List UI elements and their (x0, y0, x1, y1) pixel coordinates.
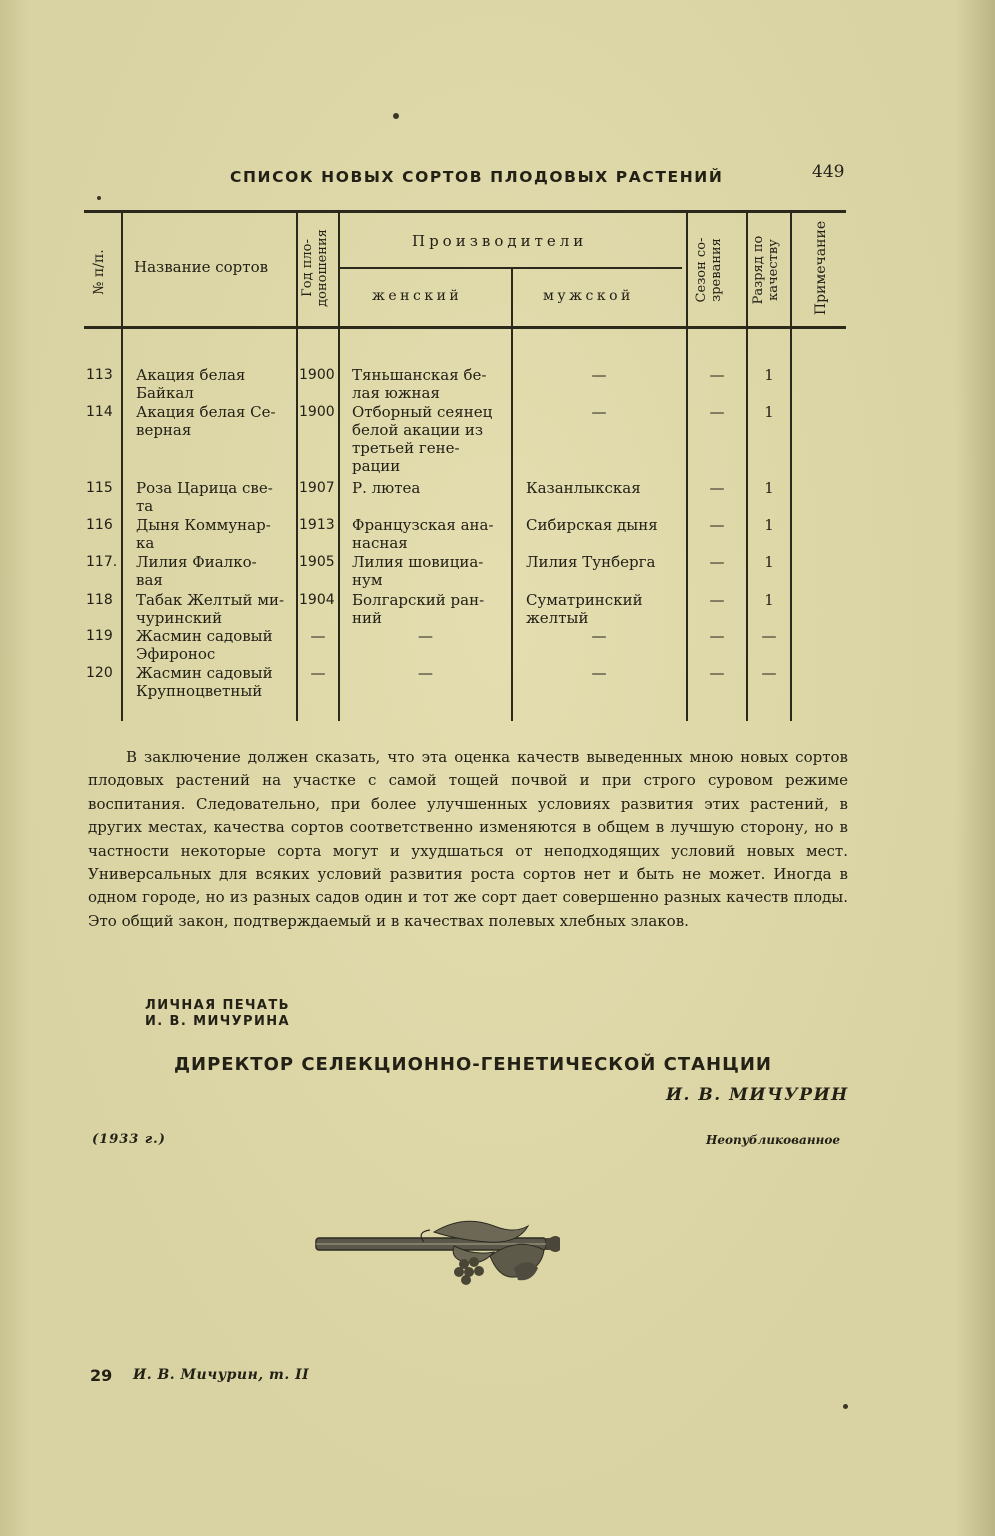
date: (1933 г.) (92, 1132, 166, 1147)
director-title: ДИРЕКТОР СЕЛЕКЦИОННО-ГЕНЕТИЧЕСКОЙ СТАНЦИИ (174, 1054, 772, 1075)
footer-reference: И. В. Мичурин, т. II (133, 1367, 310, 1383)
header-note: Примечание (813, 220, 829, 316)
running-title: СПИСОК НОВЫХ СОРТОВ ПЛОДОВЫХ РАСТЕНИЙ (230, 168, 724, 186)
conclusion-paragraph: В заключение должен сказать, что эта оценка качеств выведенных мною новых сортов плодовых растений на участке с самой тощей почвой и при строго суровом режиме воспитания. Следовательно, при более улучшенных условиях развития этих растений, в других местах, качества сортов соответственно изменяются в общем в лучшую сторону, но в частности некоторые сорта могут и ухудшаться от неподходящих условий новых мест. Универсальных для всяких условий развития роста сортов нет и быть не может. Иногда в одном городе, но из разных садов один и тот же сорт дает совершенно разных качеств плоды. Это общий закон, подтверждаемый и в качествах полевых хлебных злаков. (88, 748, 848, 930)
page-number: 449 (812, 162, 845, 182)
sheet-number: 29 (90, 1366, 113, 1385)
header-season: Сезон со- зревания (694, 237, 724, 303)
signature-name: И. В. МИЧУРИН (666, 1085, 849, 1105)
header-name: Название сортов (134, 258, 269, 276)
seal-line-2: И. В. МИЧУРИНА (145, 1014, 291, 1029)
header-year: Год пло- доношения (300, 229, 330, 307)
table-top-rule (84, 210, 846, 213)
decorative-ornament-icon (314, 1216, 632, 1298)
book-page: СПИСОК НОВЫХ СОРТОВ ПЛОДОВЫХ РАСТЕНИЙ 449 № п/п. Название сортов Год пло- доношения Производители женский мужской Сезон со- зревания Разряд по качеству Примечание 113 Акация белая Байкал 1900 Тяньшанская бе- лая южная — — 1 114 Акация белая Се- верная 1900 Отборный сеянец белой акации из третьей гене- рации — — 1 115 Роза Царица све- та 1907 Р. лютеа Казанлыкская — 1 116 Дыня Коммунар- ка 1913 Французская ана- насная Сибирская дыня — 1 117. Лилия Фиалко- вая 1905 Лилия шовициа- нум Лилия Тунберга — 1 118 Табак Желтый ми- чуринский 1904 Болгарский ран- ний Суматринский желтый — 1 119 Жасмин садовый Эфиронос — — — — — 120 Жасмин садовый Крупноцветный — — — — — В заключение должен сказать, что эта оценка качеств выведенных мною новых сортов плодовых растений на участке с самой тощей почвой и при строго суровом режиме воспитания. Следовательно, при более улучшенных условиях развития этих растений, в других местах, качества сортов соответственно изменяются в общем в лучшую сторону, но в частности некоторые сорта могут и ухудшаться от неподходящих условий новых мест. Универсальных для всяких условий развития роста сортов нет и быть не может. Иногда в одном городе, но из разных садов один и тот же сорт дает совершенно разных качеств плоды. Это общий закон, подтверждаемый и в качествах полевых хлебных злаков. ЛИЧНАЯ ПЕЧАТЬ И. В. МИЧУРИНА ДИРЕКТОР СЕЛЕКЦИОННО-ГЕНЕТИЧЕСКОЙ СТАНЦИИ И. В. МИЧУРИН (1933 г.) Неопубликованное 29 И. В. Мичурин, т. II (0, 0, 995, 1536)
ink-speck (97, 196, 101, 200)
seal-line-1: ЛИЧНАЯ ПЕЧАТЬ (145, 998, 290, 1013)
header-num: № п/п. (91, 249, 107, 295)
table-header-rule (84, 326, 846, 329)
ink-speck (393, 113, 399, 119)
header-grade: Разряд по качеству (751, 235, 781, 305)
header-male: мужской (543, 288, 634, 304)
header-female: женский (372, 288, 463, 304)
publication-status: Неопубликованное (706, 1133, 840, 1147)
header-parents: Производители (412, 232, 588, 250)
ink-speck (843, 1404, 848, 1409)
